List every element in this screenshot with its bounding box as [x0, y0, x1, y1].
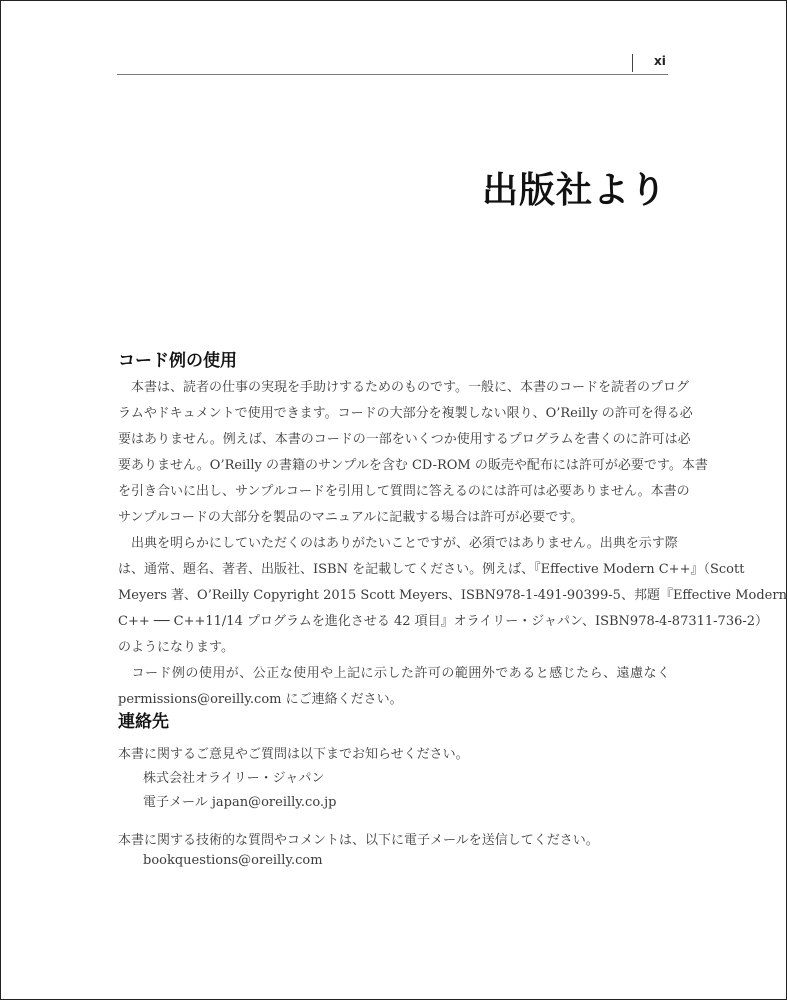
- contact-intro: 本書に関するご意見やご質問は以下までお知らせください。: [118, 747, 469, 762]
- paragraph-2: [118, 531, 787, 661]
- text-line: 要はありません。例えば、本書のコードの一部をいくつか使用するプログラムを書くのに許可は必: [118, 432, 691, 447]
- contact-email-japan: 電子メール japan@oreilly.co.jp: [143, 795, 337, 810]
- text-line: コード例の使用が、公正な使用や上記に示した許可の範囲外であると感じたら、遠慮なく: [118, 666, 670, 681]
- paragraph-3: [118, 661, 670, 713]
- chapter-title: 出版社より: [481, 170, 667, 211]
- text-line: ラムやドキュメントで使用できます。コードの大部分を複製しない限り、O’Reilly の許可を得る必: [118, 406, 693, 421]
- technical-questions-intro: 本書に関する技術的な質問やコメントは、以下に電子メールを送信してください。: [118, 833, 599, 848]
- text-line: 出典を明らかにしていただくのはありがたいことですが、必須ではありません。出典を示す際: [118, 536, 678, 551]
- text-line: C++ ── C++11/14 プログラムを進化させる 42 項目』オライリー・ジャパン、ISBN978-4-87311-736-2）: [118, 614, 769, 629]
- section-heading-code-examples: コード例の使用: [118, 351, 237, 371]
- text-line: Meyers 著、O’Reilly Copyright 2015 Scott Meyers、ISBN978-1-491-90399-5、邦題『Effective Modern: [118, 588, 787, 603]
- header-rule: [117, 74, 668, 75]
- header-divider: [632, 54, 633, 72]
- page-number: xi: [654, 54, 666, 68]
- text-line: は、通常、題名、著者、出版社、ISBN を記載してください。例えば、『Effective Modern C++』（Scott: [118, 562, 745, 577]
- contact-email-bookquestions: bookquestions@oreilly.com: [143, 853, 323, 868]
- text-line: のようになります。: [118, 640, 234, 655]
- text-line: permissions@oreilly.com にご連絡ください。: [118, 692, 403, 707]
- contact-company: 株式会社オライリー・ジャパン: [143, 771, 325, 786]
- section-heading-contact: 連絡先: [118, 712, 169, 732]
- paragraph-1: [118, 375, 708, 531]
- text-line: 要ありません。O’Reilly の書籍のサンプルを含む CD-ROM の販売や配布には許可が必要です。本書: [118, 458, 708, 473]
- text-line: サンプルコードの大部分を製品のマニュアルに記載する場合は許可が必要です。: [118, 510, 584, 525]
- text-line: を引き合いに出し、サンプルコードを引用して質問に答えるのには許可は必要ありません。本書の: [118, 484, 690, 499]
- text-line: 本書は、読者の仕事の実現を手助けするためのものです。一般に、本書のコードを読者のプログ: [118, 380, 689, 395]
- code-examples-body: [118, 375, 787, 713]
